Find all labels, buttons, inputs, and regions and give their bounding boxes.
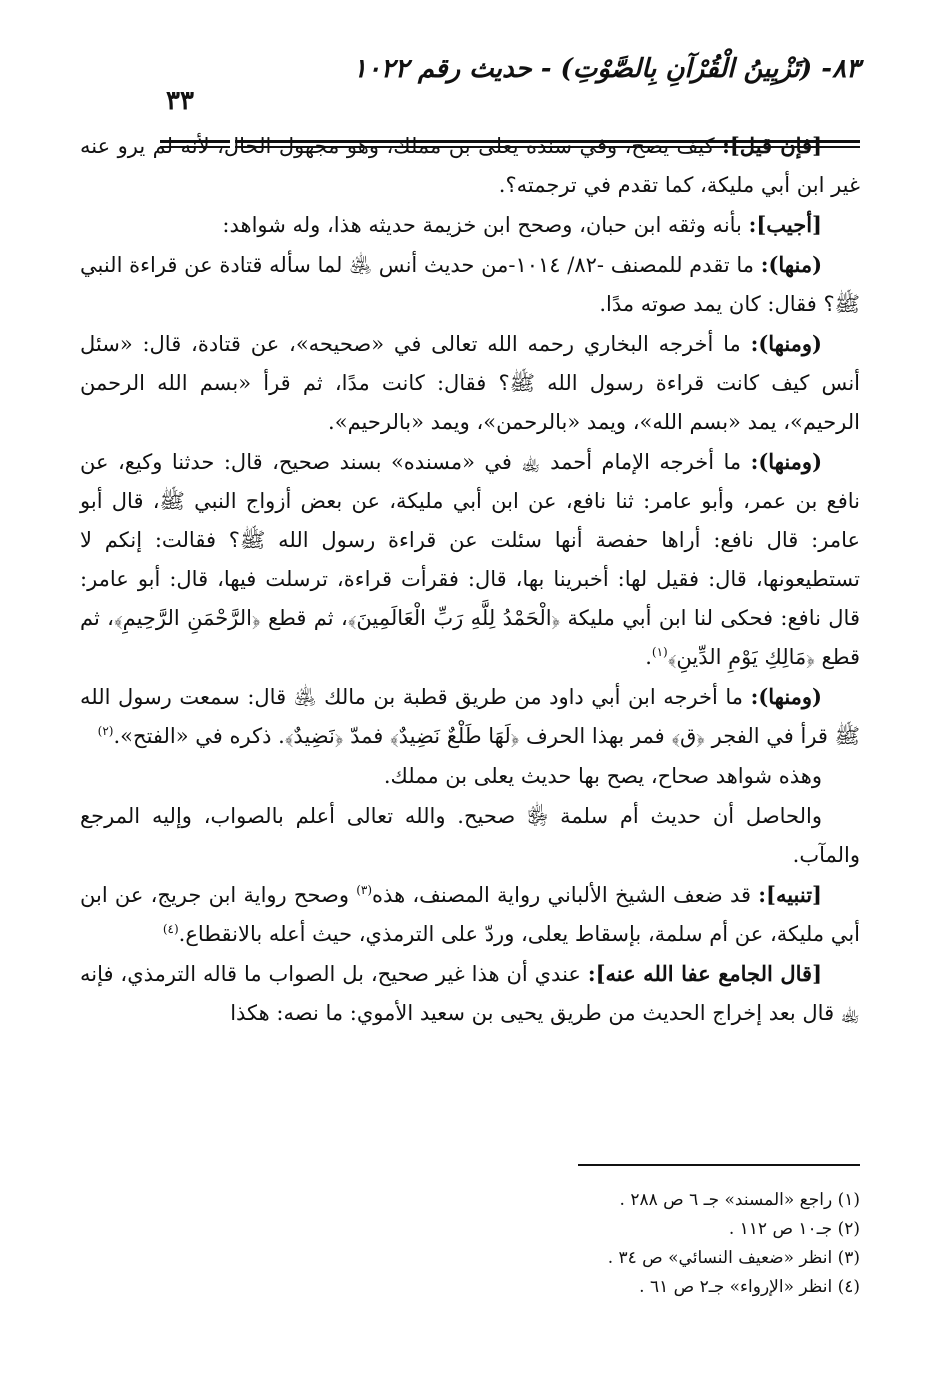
paragraph-lead: (ومنها): (750, 684, 822, 709)
footnote-separator (578, 1164, 860, 1166)
footnote-marker[interactable]: (٣) (356, 883, 373, 897)
paragraph-tail: وصحح رواية ابن جريج، عن ابن أبي مليكة، عن أم سلمة، بإسقاط يعلى، وردّ على الترمذي، حيث أعله بالانقطاع. (80, 883, 860, 946)
footnote-3: (٣) انظر «ضعيف النسائي» ص ٣٤ . (607, 1248, 860, 1268)
paragraph-witness-3 (80, 442, 860, 677)
paragraph-text: ما تقدم للمصنف -٨٢/ ١٠١٤-من حديث أنس ﵁ لما سأله قتادة عن قراءة النبي ﷺ؟ فقال: كان يمد صوته مدًا. (80, 253, 860, 316)
paragraph-text: قد ضعف الشيخ الألباني رواية المصنف، هذه (372, 883, 759, 907)
paragraph-summary-witnesses (80, 756, 860, 796)
running-header (80, 50, 860, 116)
paragraph-objection (80, 126, 860, 205)
paragraph-witness-2 (80, 324, 860, 442)
paragraph-witness-4 (80, 677, 860, 756)
paragraph-compiler-remark (80, 954, 860, 1033)
page-number: ٣٣ (166, 86, 194, 116)
footnotes (440, 1186, 860, 1302)
paragraph-lead: [فإن قيل]: (722, 133, 822, 158)
footnote-marker[interactable]: (١) (651, 645, 668, 659)
paragraph-conclusion (80, 796, 860, 875)
paragraph-lead: (ومنها): (750, 331, 822, 356)
footnote-marker[interactable]: (٢) (97, 724, 114, 738)
paragraph-answer (80, 205, 860, 245)
paragraph-lead: [قال الجامع عفا الله عنه]: (587, 961, 822, 986)
paragraph-note (80, 875, 860, 954)
paragraph-lead: [أجيب]: (748, 212, 822, 237)
paragraph-text: وهذه شواهد صحاح، يصح بها حديث يعلى بن مملك. (383, 764, 822, 788)
paragraph-witness-1 (80, 245, 860, 324)
footnote-marker[interactable]: (٤) (162, 922, 179, 936)
paragraph-text: بأنه وثقه ابن حبان، وصحح ابن خزيمة حديثه هذا، وله شواهد: (222, 213, 749, 237)
footnote-2: (٢) جـ١٠ ص ١١٢ . (728, 1219, 860, 1239)
paragraph-text: كيف يصح، وفي سنده يعلى بن مملك، وهو مجهول الحال، لأنه لم يرو عنه غير ابن أبي مليكة، كما تقدم في ترجمته؟. (80, 134, 860, 197)
footnote-1: (١) راجع «المسند» جـ ٦ ص ٢٨٨ . (619, 1190, 860, 1210)
paragraph-text: والحاصل أن حديث أم سلمة ﵂ صحيح. والله تعالى أعلم بالصواب، وإليه المرجع والمآب. (80, 804, 860, 867)
paragraph-lead: [تنبيه]: (758, 882, 822, 907)
body-text (80, 126, 860, 1033)
footnote-4: (٤) انظر «الإرواء» جـ٢ ص ٦١ . (639, 1277, 860, 1297)
paragraph-text: عندي أن هذا غير صحيح، بل الصواب ما قاله الترمذي، فإنه ﵀ قال بعد إخراج الحديث من طريق يحيى بن سعيد الأموي: ما نصه: هكذا (80, 962, 860, 1025)
paragraph-lead: (منها): (760, 252, 823, 277)
paragraph-tail: . (645, 645, 652, 669)
paragraph-text: ما أخرجه ابن أبي داود من طريق قطبة بن مالك ﵁ قال: سمعت رسول الله ﷺ قرأ في الفجر ﴿ق﴾ فمر بهذا الحرف ﴿لَهَا طَلْعٌ نَضِيدٌ﴾ فمدّ ﴿نَضِيدٌ﴾. ذكره في «الفتح». (80, 685, 860, 748)
paragraph-text: ما أخرجه البخاري رحمه الله تعالى في «صحيحه»، عن قتادة، قال: «سئل أنس كيف كانت قراءة رسول الله ﷺ؟ فقال: كانت مدًا، ثم قرأ «بسم الله الرحمن الرحيم»، يمد «بسم الله»، ويمد «بالرحمن»، ويمد «بالرحيم». (80, 332, 861, 434)
paragraph-text: ما أخرجه الإمام أحمد ﵀ في «مسنده» بسند صحيح، قال: حدثنا وكيع، عن نافع بن عمر، وأبو عامر: ثنا نافع، عن ابن أبي مليكة، عن بعض أزواج النبي ﷺ، قال أبو عامر: قال نافع: أراها حفصة أنها سئلت عن قراءة رسول الله ﷺ؟ فقالت: إنكم لا تستطيعونها، قال: فقيل لها: أخبرينا بها، قال: فقرأت قراءة، ترسلت فيها، قال: أبو عامر: قال نافع: فحكى لنا ابن أبي مليكة ﴿الْحَمْدُ لِلَّهِ رَبِّ الْعَالَمِينَ﴾، ثم قطع ﴿الرَّحْمَنِ الرَّحِيمِ﴾، ثم قطع ﴿مَالِكِ يَوْمِ الدِّينِ﴾ (80, 450, 860, 669)
paragraph-lead: (ومنها): (750, 449, 823, 474)
header-title: ٨٣- (تَزْيِينُ الْقُرْآنِ بِالصَّوْتِ) - حديث رقم ١٠٢٢ (352, 54, 860, 84)
